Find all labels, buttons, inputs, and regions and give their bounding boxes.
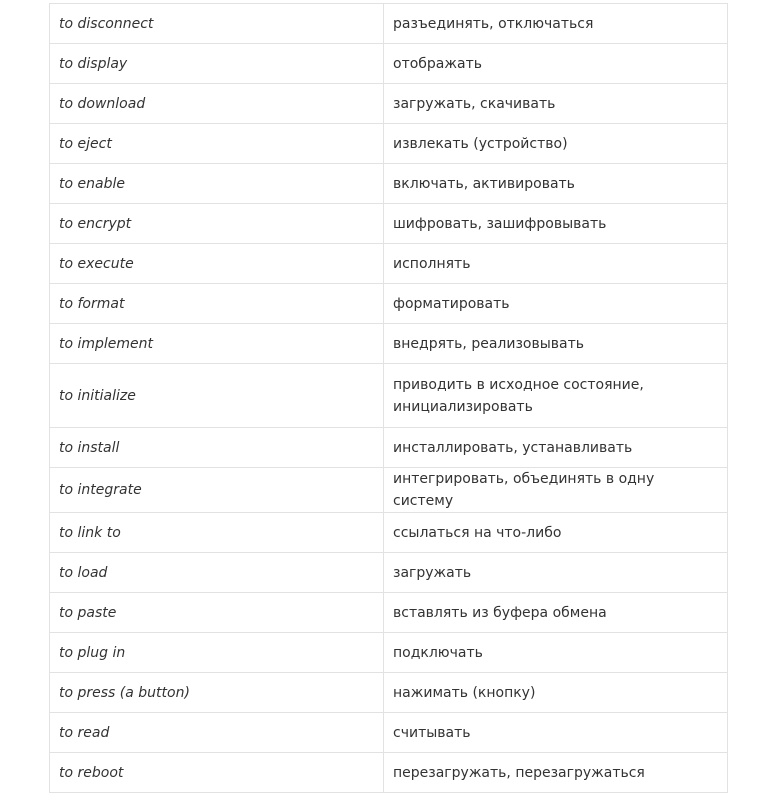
table-row xyxy=(50,713,728,753)
table-row xyxy=(50,513,728,553)
term-cell: to paste xyxy=(50,593,384,633)
term-cell: to press (a button) xyxy=(50,673,384,713)
translation-cell: нажимать (кнопку) xyxy=(384,673,728,713)
term-cell: to initialize xyxy=(50,364,384,428)
table-row xyxy=(50,468,728,513)
term-cell: to install xyxy=(50,428,384,468)
table-row xyxy=(50,244,728,284)
term-cell: to eject xyxy=(50,124,384,164)
table-row xyxy=(50,84,728,124)
term-cell: to encrypt xyxy=(50,204,384,244)
translation-cell: шифровать, зашифровывать xyxy=(384,204,728,244)
table-row xyxy=(50,753,728,793)
term-cell: to implement xyxy=(50,324,384,364)
translation-cell: загружать xyxy=(384,553,728,593)
table-row xyxy=(50,4,728,44)
term-cell: to plug in xyxy=(50,633,384,673)
term-cell: to enable xyxy=(50,164,384,204)
translation-cell: перезагружать, перезагружаться xyxy=(384,753,728,793)
table-row xyxy=(50,324,728,364)
term-cell: to download xyxy=(50,84,384,124)
table-row xyxy=(50,44,728,84)
term-cell: to reboot xyxy=(50,753,384,793)
term-cell: to execute xyxy=(50,244,384,284)
table-row xyxy=(50,633,728,673)
translation-cell: форматировать xyxy=(384,284,728,324)
translation-cell: ссылаться на что-либо xyxy=(384,513,728,553)
translation-cell: загружать, скачивать xyxy=(384,84,728,124)
term-cell: to disconnect xyxy=(50,4,384,44)
table-row xyxy=(50,164,728,204)
translation-cell: разъединять, отключаться xyxy=(384,4,728,44)
table-row xyxy=(50,428,728,468)
translation-cell: интегрировать, объединять в одну систему xyxy=(384,468,728,513)
translation-cell: вставлять из буфера обмена xyxy=(384,593,728,633)
term-cell: to link to xyxy=(50,513,384,553)
table-row xyxy=(50,124,728,164)
term-cell: to load xyxy=(50,553,384,593)
table-row xyxy=(50,673,728,713)
translation-cell: подключать xyxy=(384,633,728,673)
table-row xyxy=(50,364,728,428)
translation-cell: внедрять, реализовывать xyxy=(384,324,728,364)
table-row xyxy=(50,204,728,244)
translation-cell: инсталлировать, устанавливать xyxy=(384,428,728,468)
translation-cell: считывать xyxy=(384,713,728,753)
translation-cell: отображать xyxy=(384,44,728,84)
vocabulary-table xyxy=(49,3,728,793)
term-cell: to integrate xyxy=(50,468,384,513)
term-cell: to format xyxy=(50,284,384,324)
table-row xyxy=(50,284,728,324)
table-row xyxy=(50,593,728,633)
table-row xyxy=(50,553,728,593)
translation-cell: приводить в исходное состояние, инициализировать xyxy=(384,364,728,428)
translation-cell: исполнять xyxy=(384,244,728,284)
translation-cell: извлекать (устройство) xyxy=(384,124,728,164)
translation-cell: включать, активировать xyxy=(384,164,728,204)
term-cell: to read xyxy=(50,713,384,753)
term-cell: to display xyxy=(50,44,384,84)
